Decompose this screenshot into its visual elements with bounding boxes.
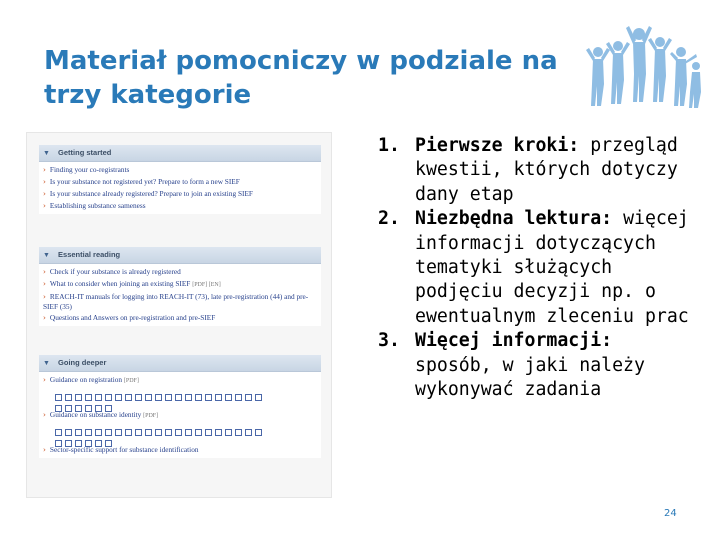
language-flag-icon[interactable]	[165, 429, 172, 436]
section-getting-started	[39, 145, 321, 214]
chevron-down-icon[interactable]: ▼	[43, 150, 50, 157]
list-item[interactable]: › Finding your co-registrants	[43, 165, 130, 174]
chevron-down-icon[interactable]: ▼	[43, 252, 50, 259]
item-heading: Niezbędna lektura:	[415, 208, 613, 230]
language-flag-icon[interactable]	[225, 394, 232, 401]
arrow-right-icon: ›	[43, 445, 46, 454]
item-text: przegląd kwestii, których dotyczy dany etap	[415, 135, 678, 205]
list-item	[378, 134, 698, 207]
section-header[interactable]	[39, 145, 321, 162]
language-flag-icon[interactable]	[125, 394, 132, 401]
arrow-right-icon: ›	[43, 279, 46, 288]
numbered-list	[378, 134, 698, 402]
runners-logo-icon	[584, 14, 702, 110]
arrow-right-icon: ›	[43, 375, 46, 384]
list-item	[378, 207, 698, 329]
language-flag-icon[interactable]	[145, 394, 152, 401]
file-type-tag: [PDF] [EN]	[192, 282, 221, 288]
language-flag-icon[interactable]	[115, 394, 122, 401]
file-type-tag: [PDF]	[123, 378, 139, 384]
language-flag-icon[interactable]	[145, 429, 152, 436]
language-flag-icon[interactable]	[135, 394, 142, 401]
list-item[interactable]: › What to consider when joining an existing SIEF [PDF] [EN]	[43, 279, 221, 288]
item-heading: Więcej informacji:	[415, 330, 613, 352]
language-flag-icon[interactable]	[165, 394, 172, 401]
arrow-right-icon: ›	[43, 313, 46, 322]
language-flag-icon[interactable]	[115, 429, 122, 436]
item-number: 1.	[378, 135, 400, 156]
arrow-right-icon: ›	[43, 292, 46, 301]
item-number: 3.	[378, 330, 400, 352]
list-item[interactable]: › Is your substance not registered yet? Prepare to form a new SIEF	[43, 177, 240, 186]
language-flag-icon[interactable]	[135, 429, 142, 436]
language-icons-row	[43, 433, 321, 444]
section-title: Essential reading	[58, 250, 121, 259]
item-heading: Pierwsze kroki:	[415, 135, 580, 156]
language-icons-row	[43, 387, 321, 398]
section-title: Getting started	[58, 148, 112, 157]
arrow-right-icon: ›	[43, 177, 46, 186]
list-item[interactable]: › Guidance on substance identity [PDF]	[43, 410, 159, 419]
language-flag-icon[interactable]	[235, 429, 242, 436]
language-flag-icon[interactable]	[125, 429, 132, 436]
section-essential-reading	[39, 247, 321, 326]
list-item[interactable]: › Establishing substance sameness	[43, 201, 146, 210]
list-item[interactable]: › REACH-IT manuals for logging into REACH-IT (73), late pre-registration (44) and pre-SIEF (35)	[43, 292, 309, 311]
language-flag-icon[interactable]	[225, 429, 232, 436]
file-type-tag: [PDF]	[143, 413, 159, 419]
language-flag-icon[interactable]	[155, 394, 162, 401]
language-flag-icon[interactable]	[175, 394, 182, 401]
section-going-deeper	[39, 355, 321, 458]
section-header[interactable]	[39, 247, 321, 264]
language-flag-icon[interactable]	[195, 394, 202, 401]
chevron-down-icon[interactable]: ▼	[43, 360, 50, 367]
section-title: Going deeper	[58, 358, 107, 367]
page-number: 24	[664, 508, 677, 519]
language-flag-icon[interactable]	[185, 429, 192, 436]
slide-title: Materiał pomocniczy w podziale na trzy kategorie	[44, 46, 558, 110]
language-flag-icon[interactable]	[245, 429, 252, 436]
language-flag-icon[interactable]	[215, 429, 222, 436]
arrow-right-icon: ›	[43, 165, 46, 174]
language-flag-icon[interactable]	[175, 429, 182, 436]
language-flag-icon[interactable]	[235, 394, 242, 401]
language-flag-icon[interactable]	[155, 429, 162, 436]
item-number: 2.	[378, 208, 400, 230]
arrow-right-icon: ›	[43, 201, 46, 210]
language-icons-row	[43, 398, 321, 409]
arrow-right-icon: ›	[43, 410, 46, 419]
list-item[interactable]: › Sector-specific support for substance identification	[43, 445, 199, 454]
list-item	[378, 329, 698, 402]
list-item[interactable]: › Guidance on registration [PDF]	[43, 375, 139, 384]
list-item[interactable]: › Questions and Answers on pre-registration and pre-SIEF	[43, 313, 216, 322]
language-flag-icon[interactable]	[215, 394, 222, 401]
language-flag-icon[interactable]	[255, 429, 262, 436]
arrow-right-icon: ›	[43, 189, 46, 198]
arrow-right-icon: ›	[43, 267, 46, 276]
language-flag-icon[interactable]	[205, 394, 212, 401]
language-flag-icon[interactable]	[245, 394, 252, 401]
list-item[interactable]: › Is your substance already registered? Prepare to join an existing SIEF	[43, 189, 253, 198]
list-item[interactable]: › Check if your substance is already registered	[43, 267, 181, 276]
language-flag-icon[interactable]	[195, 429, 202, 436]
language-flag-icon[interactable]	[255, 394, 262, 401]
language-flag-icon[interactable]	[185, 394, 192, 401]
section-header[interactable]	[39, 355, 321, 372]
guidance-screenshot-panel	[26, 132, 332, 498]
item-text: sposób, w jaki należy wykonywać zadania	[415, 354, 645, 401]
item-text: więcej informacji dotyczących tematyki służących podjęciu decyzji np. o ewentualnym zleceniu prac	[415, 208, 689, 327]
language-icons-row	[43, 422, 321, 433]
language-flag-icon[interactable]	[205, 429, 212, 436]
